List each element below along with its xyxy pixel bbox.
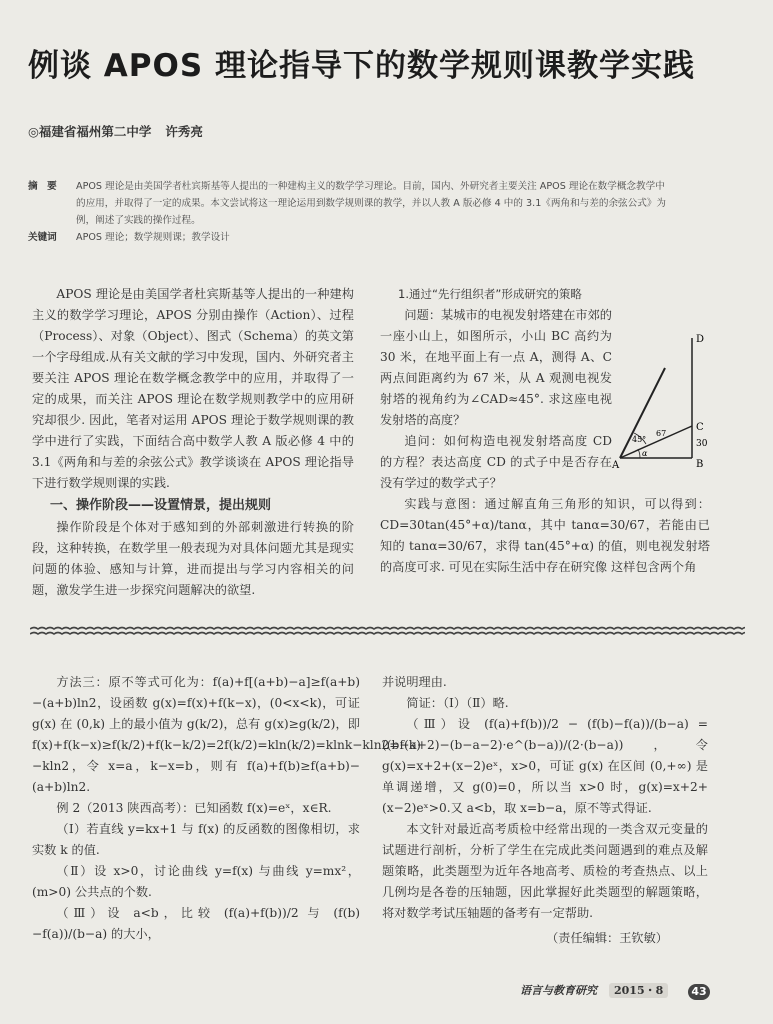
label-b: B: [696, 459, 704, 470]
editor-credit: （责任编辑：王钦敏）: [546, 931, 668, 945]
keywords-text: APOS 理论；数学规则课；教学设计: [76, 232, 230, 243]
abstract-block: [28, 178, 668, 246]
column-1: [32, 284, 354, 601]
label-alpha: α: [642, 449, 648, 458]
line-ad: [620, 368, 665, 458]
label-c: C: [696, 422, 704, 433]
proof-paragraph: （Ⅲ）设 (f(a)+f(b))/2 − (f(b)−f(a))/(b−a) = ((b−a+2)−(b−a−2)·e^(b−a))/(2·(b−a))，令 g(x)=x+2+(x−2)eˣ，x>0，可证 g(x) 在区间 (0,+∞) 是单调递增，又 g(0)=0，所以当 x>0 时，g(x)=x+2+(x−2)eˣ>0.又 a<b，取 x=b−a，原不等式得证.: [382, 717, 708, 815]
example2-paragraph: 例 2（2013 陕西高考）：已知函数 f(x)=eˣ，x∈R.: [56, 801, 332, 815]
reason-line: 并说明理由.: [382, 675, 447, 689]
part2-paragraph: （Ⅱ）设 x>0，讨论曲线 y=f(x) 与曲线 y=mx²，(m>0) 公共点的个数.: [32, 864, 360, 899]
abstract-label: 摘 要: [28, 181, 57, 192]
angle-alpha-arc: [638, 449, 640, 458]
conclusion-paragraph: 本文针对最近高考质检中经常出现的一类含双元变量的试题进行剖析，分析了学生在完成此类问题遇到的难点及解题策略，此类题型为近年各地高考、质检的考查热点、以上几例均是各卷的压轴题，因此掌握好此类题型的解题策略，将对数学考试压轴题的备考有一定帮助.: [382, 822, 708, 920]
subsection-heading-1: 1.通过“先行组织者”形成研究的策略: [398, 287, 582, 301]
label-bc: 30: [696, 439, 708, 449]
problem-paragraph: 问题：某城市的电视发射塔建在市郊的一座小山上，如图所示，小山 BC 高约为 30 米，在地平面上有一点 A，测得 A、C 两点间距离约为 67 米，从 A 观测电视发射塔的视角约为∠CAD≈45°. 求这座电视发射塔的高度？: [380, 308, 612, 427]
practice-paragraph: 实践与意图：通过解直角三角形的知识，可以得到：CD=30tan(45°+α)/tanα，其中 tanα=30/67，若能由已知的 tanα=30/67，求得 tan(45°+α) 的值，则电视发射塔的高度可求. 可见在实际生活中存在研究像 这样包含两个角: [380, 497, 710, 574]
brief-proof-line: 简证：（Ⅰ）（Ⅱ）略.: [406, 696, 509, 710]
method3-paragraph: 方法三：原不等式可化为：f(a)+f[(a+b)−a]≥f(a+b)−(a+b)ln2，设函数 g(x)=f(x)+f(k−x)，(0<x<k)，可证 g(x) 在 (0,k) 上的最小值为 g(k/2)，总有 g(x)≥g(k/2)，即 f(x)+f(k−x)≥f(k/2)+f(k−k/2)=2f(k/2)=kln(k/2)=klnk−kln2=f(k)−kln2，令 x=a，k−x=b，则有 f(a)+f(b)≥f(a+b)−(a+b)ln2.: [32, 675, 421, 794]
label-d: D: [696, 334, 705, 345]
operation-paragraph: 操作阶段是个体对于感知到的外部刺激进行转换的阶段，这种转换，在数学里一般表现为对具体问题尤其是现实问题的体验、感知与计算，进而提出与学习内容相关的问题，激发学生进一步探究问题解决的欲望.: [32, 520, 354, 597]
journal-footer: [520, 982, 668, 998]
followup-paragraph: 追问：如何构造电视发射塔高度 CD 的方程？表达高度 CD 的式子中是否存在没有学过的数学式子？: [380, 434, 612, 490]
author-name: 许秀亮: [165, 124, 203, 139]
page-number: 43: [688, 984, 710, 1000]
keywords-row: [28, 229, 668, 246]
label-a: A: [612, 460, 620, 470]
author-affiliation: ◎福建省福州第二中学: [28, 124, 152, 139]
part1-paragraph: （Ⅰ）若直线 y=kx+1 与 f(x) 的反函数的图像相切，求实数 k 的值.: [32, 822, 360, 857]
tower-figure: [610, 330, 720, 470]
part3-paragraph: （Ⅲ）设 a<b，比较 (f(a)+f(b))/2 与 (f(b)−f(a))/(b−a) 的大小，: [32, 906, 360, 941]
journal-name: 语言与教育研究: [520, 984, 597, 997]
abstract-text: APOS 理论是由美国学者杜宾斯基等人提出的一种建构主义的数学学习理论。目前，国内、外研究者主要关注 APOS 理论在数学概念教学中的应用，并取得了一定的成果。本文尝试将这一理论运用到数学规则课的教学，并以人教 A 版必修 4 中的 3.1《两角和与差的余弦公式》为例，阐述了实践的操作过程。: [76, 181, 667, 226]
intro-paragraph: APOS 理论是由美国学者杜宾斯基等人提出的一种建构主义的数学学习理论，APOS 分别由操作（Action）、过程（Process）、对象（Object）、图式（Schema）的英文第一个字母组成.从有关文献的学习中发现，国内、外研究者主要关注 APOS 理论在数学概念教学中的应用，并取得了一定的成果，而关注 APOS 理论在数学规则教学中的应用研究却很少. 因此，笔者对运用 APOS 理论于数学规则课的教学中进行了实践，下面结合高中数学人教 A 版必修 4 中的 3.1《两角和与差的余弦公式》教学谈谈在 APOS 理论指导下进行数学规则课的实践.: [32, 287, 354, 490]
issue-number: 2015・8: [609, 983, 668, 998]
abstract-row: [28, 178, 668, 229]
section-heading-1: 一、操作阶段——设置情景，提出规则: [50, 498, 272, 513]
label-ac: 67: [656, 429, 667, 438]
author-line: [28, 122, 203, 140]
section-divider: [30, 624, 745, 638]
article-title: 例谈 APOS 理论指导下的数学规则课教学实践: [28, 48, 695, 84]
label-angle: 45°: [632, 435, 647, 444]
column-4: [382, 672, 708, 949]
keywords-label: 关键词: [28, 232, 57, 243]
